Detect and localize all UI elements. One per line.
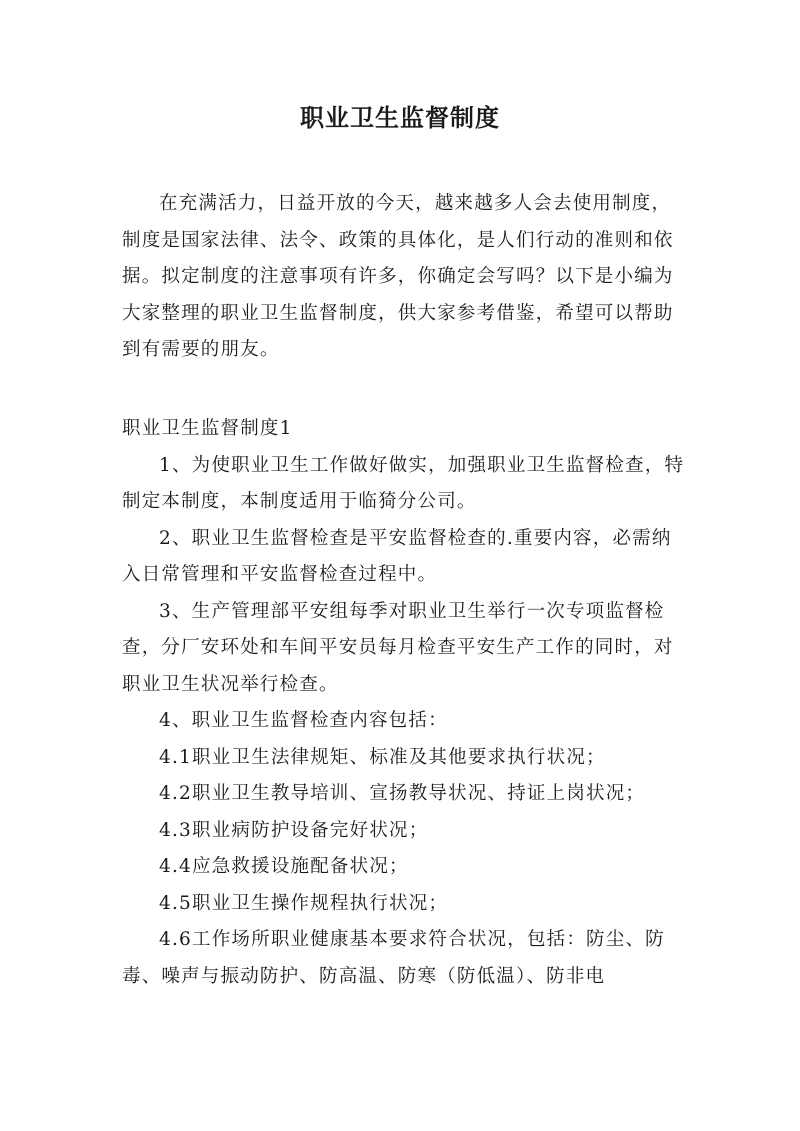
paragraph-1: 1、为使职业卫生工作做好做实，加强职业卫生监督检查，特制定本制度，本制度适用于临猗分公司。 (122, 454, 685, 512)
paragraph-4: 4、职业卫生监督检查内容包括： (159, 710, 448, 731)
content-section (122, 411, 690, 995)
paragraph-4-3: 4.3职业病防护设备完好状况； (159, 819, 429, 841)
paragraph-4-4: 4.4应急救援设施配备状况； (159, 856, 409, 877)
paragraph-4-2: 4.2职业卫生教导培训、宣扬教导状况、持证上岗状况； (159, 783, 646, 804)
paragraph-3: 3、生产管理部平安组每季对职业卫生举行一次专项监督检查，分厂安环处和车间平安员每月检查平安生产工作的同时，对职业卫生状况举行检查。 (122, 600, 674, 695)
section-heading: 职业卫生监督制度1 (122, 418, 293, 439)
paragraph-4-1: 4.1职业卫生法律规矩、标准及其他要求执行状况； (159, 746, 606, 768)
intro-section (122, 186, 690, 369)
intro-paragraph: 在充满活力，日益开放的今天，越来越多人会去使用制度，制度是国家法律、法令、政策的具体化，是人们行动的准则和依据。拟定制度的注意事项有许多，你确定会写吗？以下是小编为大家整理的职业卫生监督制度，供大家参考借鉴，希望可以帮助到有需要的朋友。 (122, 193, 674, 360)
paragraph-4-6: 4.6工作场所职业健康基本要求符合状况，包括：防尘、防毒、噪声与振动防护、防高温、防寒（防低温）、防非电 (122, 929, 665, 987)
paragraph-2: 2、职业卫生监督检查是平安监督检查的.重要内容，必需纳入日常管理和平安监督检查过程中。 (122, 527, 672, 585)
page-title: 职业卫生监督制度 (300, 104, 500, 132)
paragraph-4-5: 4.5职业卫生操作规程执行状况； (159, 892, 449, 914)
